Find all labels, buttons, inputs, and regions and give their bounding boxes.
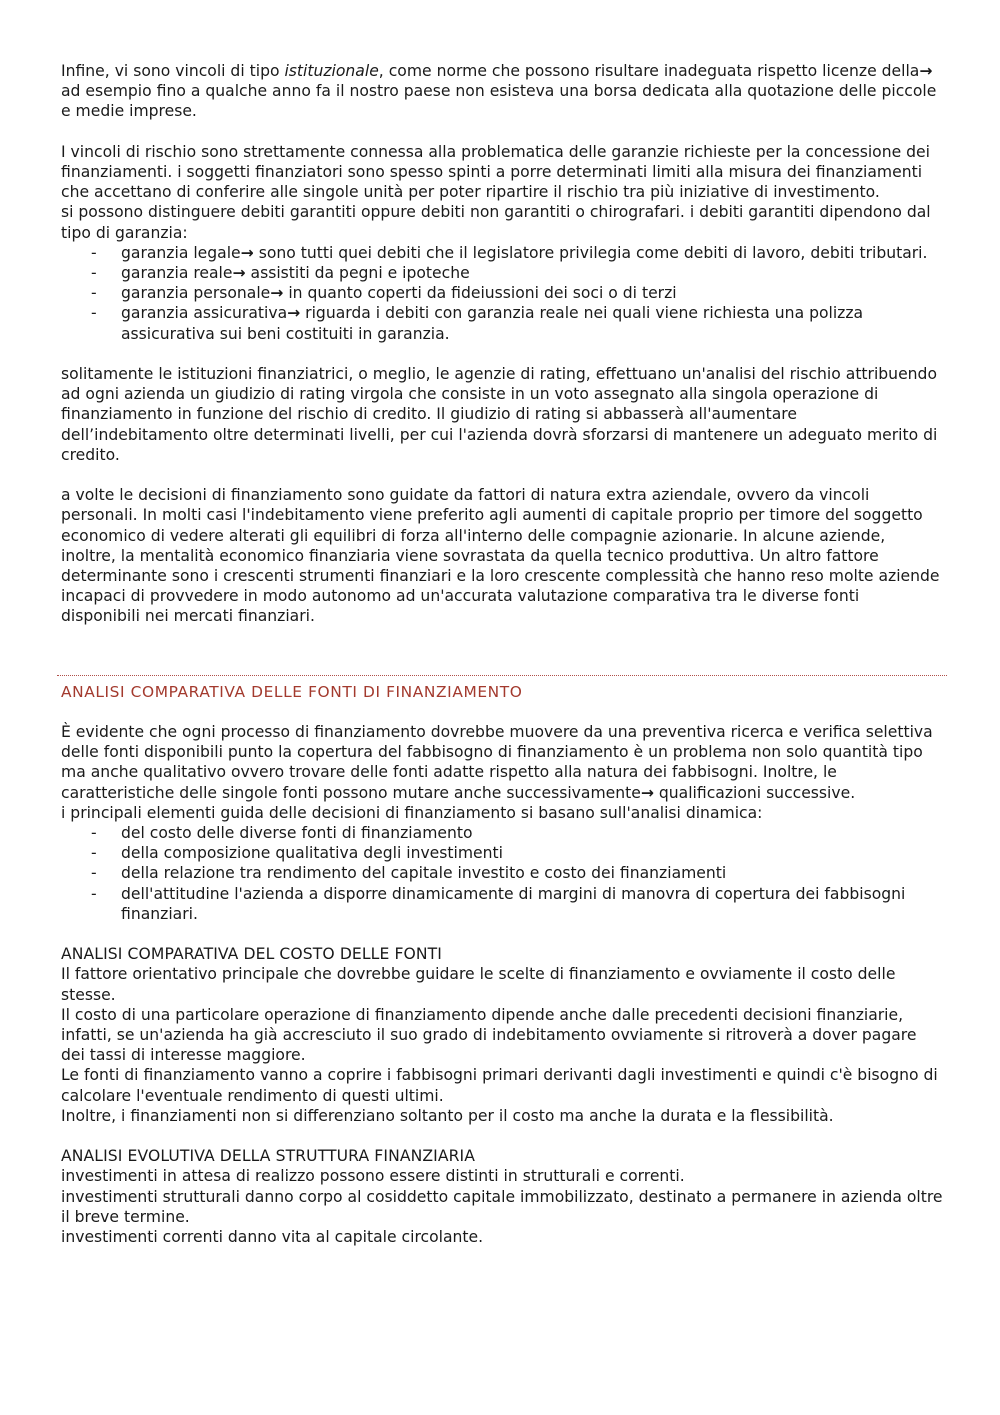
subheading-structure-analysis: ANALISI EVOLUTIVA DELLA STRUTTURA FINANZIARIA xyxy=(61,1147,476,1166)
list-item: - della composizione qualitativa degli investimenti xyxy=(121,843,943,863)
paragraph-rating: solitamente le istituzioni finanziatrici, o meglio, le agenzie di rating, effettuano un'analisi del rischio attribuendo ad ogni azienda un giudizio di rating virgola che consiste in un voto assegnato alla singola operazione di finanziamento in funzione del rischio di credito. Il giudizio di rating si abbasserà all'aumentare dell’indebitamento oltre determinati livelli, per cui l'azienda dovrà sforzarsi di mantenere un adeguato merito di credito. xyxy=(61,365,938,464)
text-line: investimenti correnti danno vita al capitale circolante. xyxy=(61,1228,484,1247)
paragraph-guide-elements: i principali elementi guida delle decisioni di finanziamento si basano sull'analisi dinamica: xyxy=(61,803,763,822)
guarantee-list xyxy=(61,243,943,344)
section-heading: ANALISI COMPARATIVA DELLE FONTI DI FINANZIAMENTO xyxy=(61,682,523,701)
arrow-icon: → xyxy=(240,243,254,262)
guide-elements-list xyxy=(61,823,943,924)
text-line: Le fonti di finanziamento vanno a coprire i fabbisogni primari derivanti dagli investimenti e quindi c'è bisogno di calcolare l'eventuale rendimento di questi ultimi. xyxy=(61,1066,938,1105)
arrow-icon: → xyxy=(287,304,301,323)
paragraph-funding-process: È evidente che ogni processo di finanziamento dovrebbe muovere da una preventiva ricerca e verifica selettiva delle fonti disponibili punto la copertura del fabbisogno di finanziamento è un problema non solo quantità tipo ma anche qualitativo ovvero trovare delle fonti adatte rispetto alla natura dei fabbisogni. Inoltre, le caratteristiche delle singole fonti possono mutare anche successivamente→ qualificazioni successive. xyxy=(61,723,933,802)
list-item: - garanzia assicurativa→ riguarda i debiti con garanzia reale nei quali viene richiesta una polizza assicurativa sui beni costituiti in garanzia. xyxy=(121,303,943,343)
document-page xyxy=(61,61,943,1247)
paragraph-extra-company-factors: a volte le decisioni di finanziamento sono guidate da fattori di natura extra aziendale, ovvero da vincoli personali. In molti casi l'indebitamento viene preferito agli aumenti di capitale proprio per timore del soggetto economico di vedere alterati gli equilibri di forza all'interno delle compagnie azionarie. In alcune aziende, inoltre, la mentalità economico finanziaria viene sovrastata da quella tecnico produttiva. Un altro fattore determinante sono i crescenti strumenti finanziari e la loro crescente complessità che hanno reso molte aziende incapaci di provvedere in modo autonomo ad un'accurata valutazione comparativa tra le diverse fonti disponibili nei mercati finanziari. xyxy=(61,486,940,626)
list-item: - del costo delle diverse fonti di finanziamento xyxy=(121,823,943,843)
arrow-icon: → xyxy=(270,284,284,303)
arrow-icon: → xyxy=(232,264,246,283)
arrow-icon: → xyxy=(640,783,654,802)
list-item: - garanzia personale→ in quanto coperti da fideiussioni dei soci o di terzi xyxy=(121,283,943,303)
text-line: Il fattore orientativo principale che dovrebbe guidare le scelte di finanziamento e ovviamente il costo delle stesse. xyxy=(61,965,896,1004)
paragraph-institutional-constraints: Infine, vi sono vincoli di tipo istituzionale, come norme che possono risultare inadeguata rispetto licenze della→ ad esempio fino a qualche anno fa il nostro paese non esisteva una borsa dedicata alla quotazione delle piccole e medie imprese. xyxy=(61,62,937,121)
paragraph-debt-types: si possono distinguere debiti garantiti oppure debiti non garantiti o chirografari. i debiti garantiti dipendono dal tipo di garanzia: xyxy=(61,203,931,242)
emphasis-istituzionale: istituzionale xyxy=(284,62,379,80)
text-line: Inoltre, i finanziamenti non si differenziano soltanto per il costo ma anche la durata e la flessibilità. xyxy=(61,1106,834,1125)
list-item: - dell'attitudine l'azienda a disporre dinamicamente di margini di manovra di copertura dei fabbisogni finanziari. xyxy=(121,884,943,924)
section-divider xyxy=(57,675,947,676)
list-item: - della relazione tra rendimento del capitale investito e costo dei finanziamenti xyxy=(121,863,943,883)
list-item: - garanzia legale→ sono tutti quei debiti che il legislatore privilegia come debiti di lavoro, debiti tributari. xyxy=(121,243,943,263)
text-line: Il costo di una particolare operazione di finanziamento dipende anche dalle precedenti decisioni finanziarie, infatti, se un'azienda ha già accresciuto il suo grado di indebitamento ovviamente si ritroverà a dover pagare dei tassi di interesse maggiore. xyxy=(61,1005,917,1065)
text-line: investimenti in attesa di realizzo possono essere distinti in strutturali e correnti. xyxy=(61,1167,685,1186)
text-line: investimenti strutturali danno corpo al cosiddetto capitale immobilizzato, destinato a permanere in azienda oltre il breve termine. xyxy=(61,1187,943,1226)
arrow-icon: → xyxy=(919,62,933,80)
paragraph-risk-constraints: I vincoli di rischio sono strettamente connessa alla problematica delle garanzie richieste per la concessione dei finanziamenti. i soggetti finanziatori sono spesso spinti a porre determinati limiti alla misura dei finanziamenti che accettano di conferire alle singole unità per poter ripartire il rischio tra più iniziative di investimento. xyxy=(61,142,930,202)
subheading-cost-analysis: ANALISI COMPARATIVA DEL COSTO DELLE FONTI xyxy=(61,945,443,964)
list-item: - garanzia reale→ assistiti da pegni e ipoteche xyxy=(121,263,943,283)
